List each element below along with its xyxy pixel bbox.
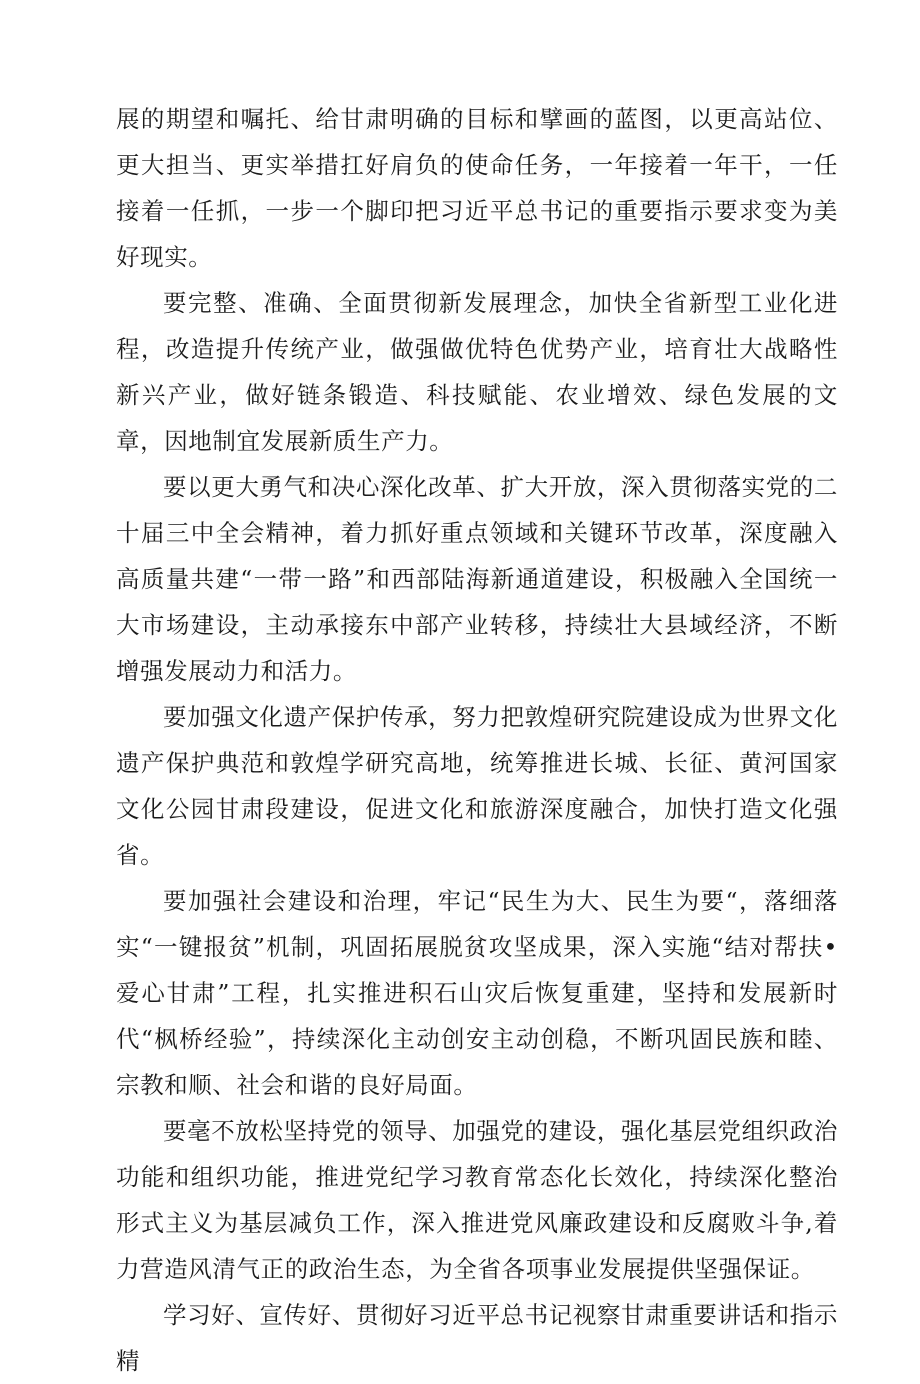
paragraph: 展的期望和嘱托、给甘肃明确的目标和擘画的蓝图，以更高站位、更大担当、更实举措扛好肩负的使命任务，一年接着一年干，一任接着一任抓，一步一个脚印把习近平总书记的重要指示要求变为美好现实。 — [116, 105, 838, 271]
paragraph: 要加强文化遗产保护传承，努力把敦煌研究院建设成为世界文化遗产保护典范和敦煌学研究高地，统筹推进长城、长征、黄河国家文化公园甘肃段建设，促进文化和旅游深度融合，加快打造文化强省。 — [116, 703, 838, 869]
document-body — [116, 96, 838, 1384]
paragraph-continued: 学习好、宣传好、贯彻好习近平总书记视察甘肃重要讲话和指示精 — [116, 1301, 838, 1375]
paragraph: 要完整、准确、全面贯彻新发展理念，加快全省新型工业化进程，改造提升传统产业，做强做优特色优势产业，培育壮大战略性新兴产业，做好链条锻造、科技赋能、农业增效、绿色发展的文章，因地制宜发展新质生产力。 — [116, 289, 838, 455]
paragraph: 要以更大勇气和决心深化改革、扩大开放，深入贯彻落实党的二十届三中全会精神，着力抓好重点领域和关键环节改革，深度融入高质量共建“一带一路”和西部陆海新通道建设，积极融入全国统一大市场建设，主动承接东中部产业转移，持续壮大县域经济，不断增强发展动力和活力。 — [116, 473, 838, 685]
paragraph: 要加强社会建设和治理，牢记“民生为大、民生为要“，落细落实“一键报贫”机制，巩固拓展脱贫攻坚成果，深入实施“结对帮扶•爱心甘肃”工程，扎实推进积石山灾后恢复重建，坚持和发展新时代“枫桥经验”，持续深化主动创安主动创稳，不断巩固民族和睦、宗教和顺、社会和谐的良好局面。 — [116, 887, 838, 1099]
paragraph: 要毫不放松坚持党的领导、加强党的建设，强化基层党组织政治功能和组织功能，推进党纪学习教育常态化长效化，持续深化整治形式主义为基层减负工作，深入推进党风廉政建设和反腐败斗争,着力营造风清气正的政治生态，为全省各项事业发展提供坚强保证。 — [116, 1117, 838, 1283]
